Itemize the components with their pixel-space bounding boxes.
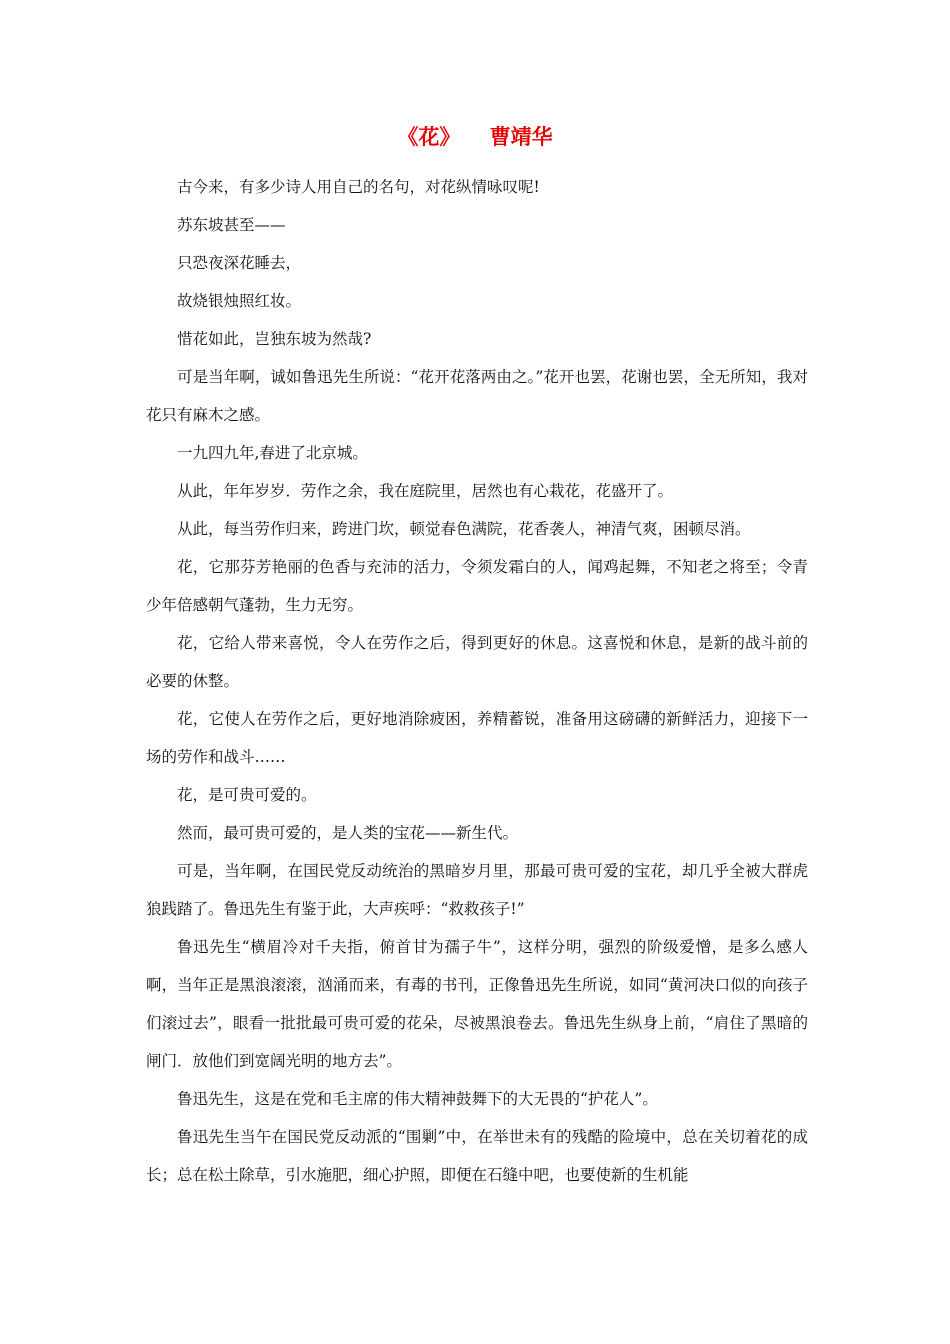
paragraph: 鲁迅先生，这是在党和毛主席的伟大精神鼓舞下的大无畏的“护花人”。 [177,1090,658,1108]
document-body [146,168,808,1194]
paragraph: 花，它给人带来喜悦，令人在劳作之后，得到更好的休息。这喜悦和休息，是新的战斗前的必要的休整。 [146,634,808,690]
paragraph: 花，它那芬芳艳丽的色香与充沛的活力，令须发霜白的人，闻鸡起舞，不知老之将至；令青少年倍感朝气蓬勃，生力无穷。 [146,558,808,614]
paragraph: 一九四九年,春进了北京城。 [177,444,368,462]
paragraph: 鲁迅先生“横眉冷对千夫指，俯首甘为孺子牛”，这样分明，强烈的阶级爱憎，是多么感人啊，当年正是黑浪滚滚，汹涌而来，有毒的书刊，正像鲁迅先生所说，如同“黄河决口似的向孩子们滚过去”，眼看一批批最可贵可爱的花朵，尽被黑浪卷去。鲁迅先生纵身上前，“肩住了黑暗的闸门．放他们到宽阔光明的地方去”。 [146,938,808,1070]
paragraph: 从此，每当劳作归来，跨进门坎，顿觉春色满院，花香袭人，神清气爽，困顿尽消。 [177,520,751,538]
paragraph: 鲁迅先生当午在国民党反动派的“围剿”中，在举世未有的残酷的险境中，总在关切着花的成长；总在松土除草，引水施肥，细心护照，即便在石缝中吧，也要使新的生机能 [146,1128,808,1184]
poem-line: 故烧银烛照红妆。 [177,292,302,310]
paragraph: 苏东坡甚至—— [177,216,286,234]
paragraph: 从此，年年岁岁．劳作之余，我在庭院里，居然也有心栽花，花盛开了。 [177,482,674,500]
document-title: 《花》 曹靖华 [397,124,553,149]
paragraph: 然而，最可贵可爱的，是人类的宝花——新生代。 [177,824,519,842]
paragraph: 花，它使人在劳作之后，更好地消除疲困，养精蓄锐，准备用这磅礴的新鲜活力，迎接下一场的劳作和战斗…… [146,710,808,766]
paragraph: 花，是可贵可爱的。 [177,786,317,804]
paragraph: 古今来，有多少诗人用自己的名句，对花纵情咏叹呢! [177,178,540,196]
paragraph: 可是，当年啊，在国民党反动统治的黑暗岁月里，那最可贵可爱的宝花，却几乎全被大群虎狼践踏了。鲁迅先生有鉴于此，大声疾呼：“救救孩子!” [146,862,808,918]
paragraph: 惜花如此，岂独东坡为然哉? [177,330,372,348]
poem-line: 只恐夜深花睡去， [177,254,302,272]
paragraph: 可是当年啊，诚如鲁迅先生所说：“花开花落两由之。”花开也罢，花谢也罢，全无所知，我对花只有麻木之感。 [146,368,808,424]
